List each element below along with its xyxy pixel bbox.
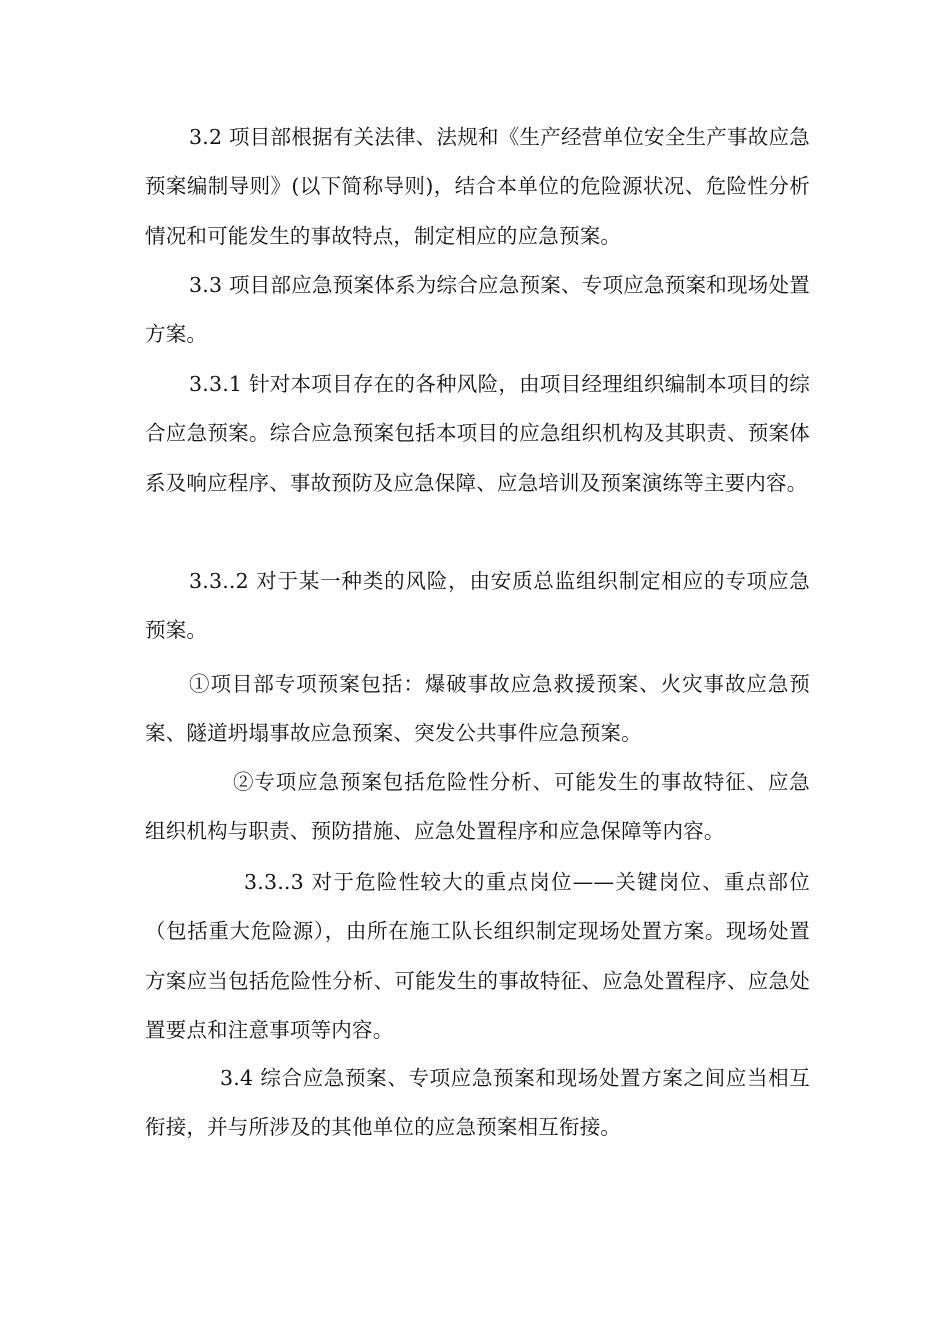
paragraph-3-3: 3.3 项目部应急预案体系为综合应急预案、专项应急预案和现场处置方案。 <box>145 273 810 347</box>
paragraph-special-plan-contents: ②专项应急预案包括危险性分析、可能发生的事故特征、应急组织机构与职责、预防措施、应急处置程序和应急保障等内容。 <box>145 770 810 844</box>
paragraph-3-4: 3.4 综合应急预案、专项应急预案和现场处置方案之间应当相互衔接，并与所涉及的其他单位的应急预案相互衔接。 <box>145 1066 810 1140</box>
paragraph-3-3-1: 3.3.1 针对本项目存在的各种风险，由项目经理组织编制本项目的综合应急预案。综合应急预案包括本项目的应急组织机构及其职责、预案体系及响应程序、事故预防及应急保障、应急培训及预案演练等主要内容。 <box>145 372 810 495</box>
paragraph-3-2: 3.2 项目部根据有关法律、法规和《生产经营单位安全生产事故应急预案编制导则》(以下简称导则)，结合本单位的危险源状况、危险性分析情况和可能发生的事故特点，制定相应的应急预案。 <box>145 125 810 248</box>
paragraph-special-plans: ①项目部专项预案包括：爆破事故应急救援预案、火灾事故应急预案、隧道坍塌事故应急预案、突发公共事件应急预案。 <box>145 672 810 746</box>
paragraph-3-3-2: 3.3..2 对于某一种类的风险，由安质总监组织制定相应的专项应急预案。 <box>145 569 810 643</box>
paragraph-3-3-3: 3.3..3 对于危险性较大的重点岗位——关键岗位、重点部位（包括重大危险源），由所在施工队长组织制定现场处置方案。现场处置方案应当包括危险性分析、可能发生的事故特征、应急处置程序、应急处置要点和注意事项等内容。 <box>145 870 810 1042</box>
